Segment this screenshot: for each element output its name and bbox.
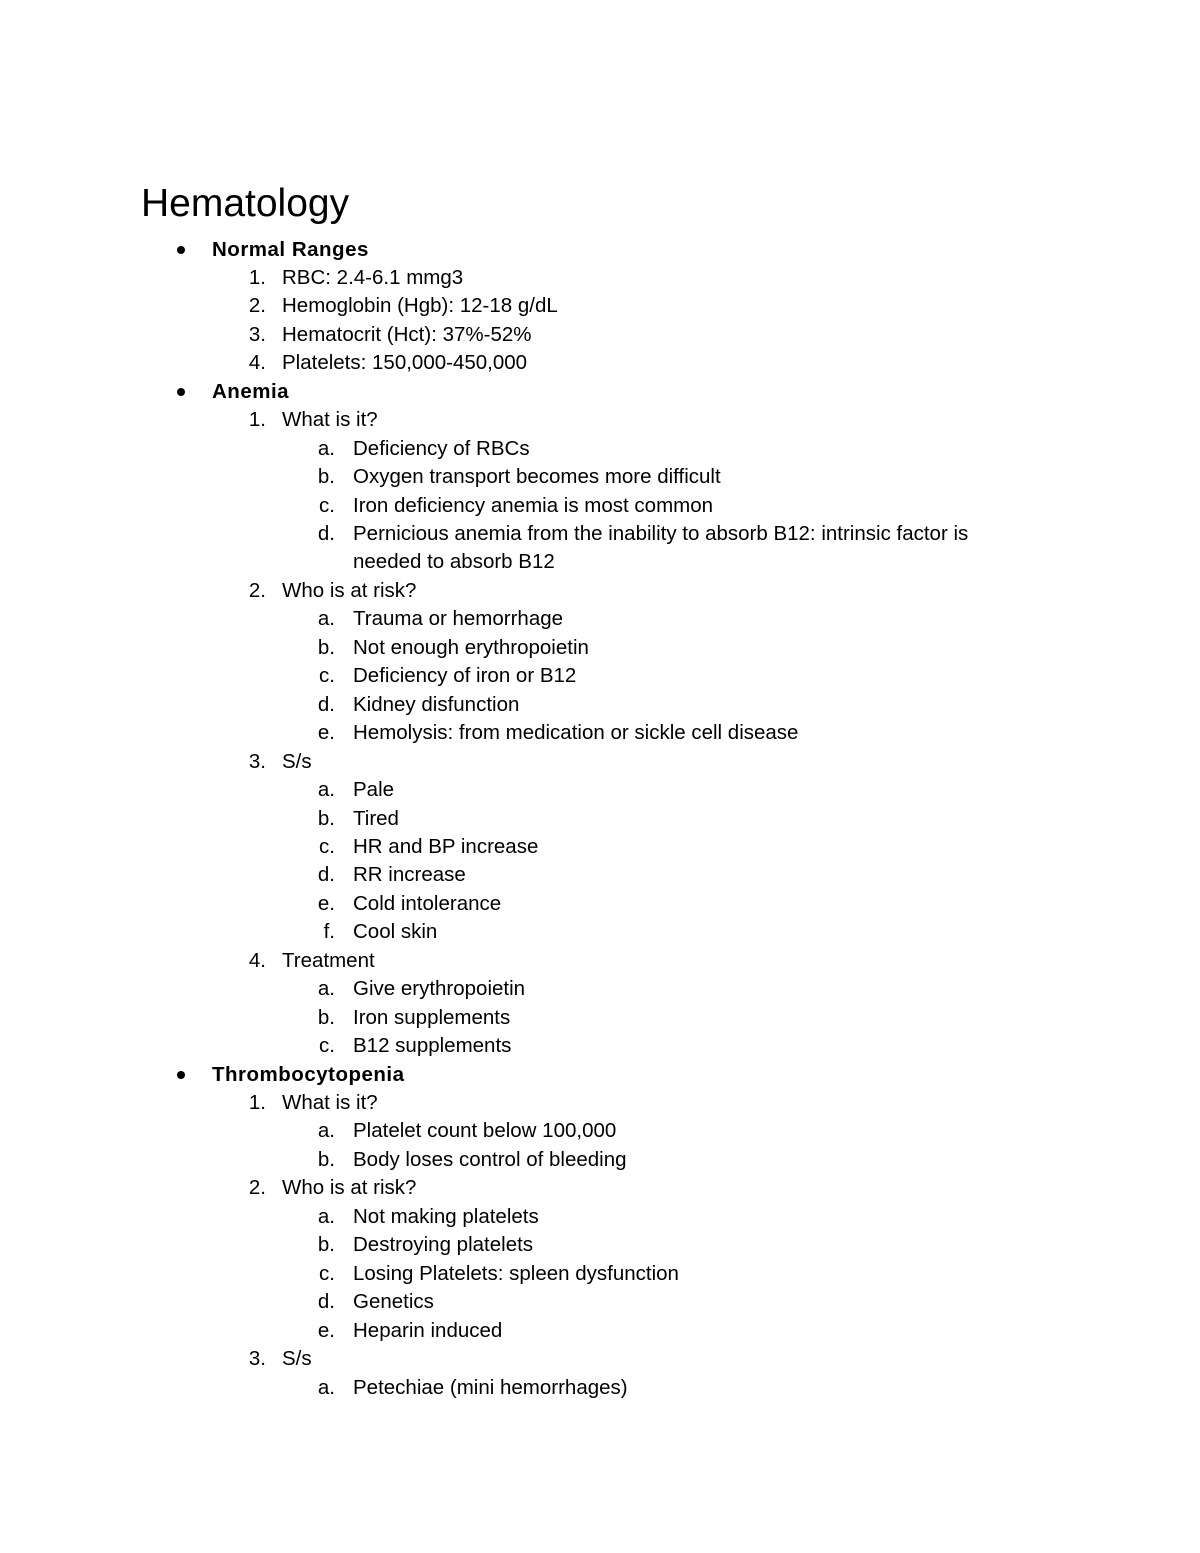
section-heading: Anemia <box>212 379 290 403</box>
sub-list-item: Deficiency of iron or B12 <box>353 664 577 688</box>
bullet-icon <box>177 246 185 254</box>
sub-list-item: Oxygen transport becomes more difficult <box>353 465 721 489</box>
list-letter: c. <box>319 1261 335 1285</box>
bullet-icon <box>177 388 185 396</box>
list-letter: c. <box>319 834 335 858</box>
list-letter: e. <box>317 721 335 745</box>
list-number: 2. <box>248 294 266 318</box>
list-number: 2. <box>248 578 266 602</box>
list-letter: d. <box>317 692 335 716</box>
sub-list-item: Pernicious anemia from the inability to absorb B12: intrinsic factor is <box>353 522 969 545</box>
list-letter: e. <box>317 1318 335 1342</box>
sub-list-item: Heparin induced <box>353 1318 503 1342</box>
list-letter: b. <box>317 1233 335 1257</box>
list-letter: b. <box>317 1147 335 1171</box>
list-letter: d. <box>317 1290 335 1314</box>
sub-list-item: Body loses control of bleeding <box>353 1147 627 1171</box>
list-item: Treatment <box>282 948 375 972</box>
sub-list-item: Destroying platelets <box>353 1233 534 1257</box>
sub-list-item: Losing Platelets: spleen dysfunction <box>353 1261 679 1285</box>
bullet-icon <box>177 1071 185 1079</box>
sub-list-item: HR and BP increase <box>353 834 539 858</box>
list-number: 3. <box>248 322 266 346</box>
section-heading: Thrombocytopenia <box>212 1062 405 1086</box>
sub-list-item: Cool skin <box>353 920 438 944</box>
sub-list-item: Hemolysis: from medication or sickle cell disease <box>353 721 799 745</box>
list-letter: a. <box>317 1375 335 1399</box>
list-letter: d. <box>317 863 335 887</box>
sub-list-item: Iron deficiency anemia is most common <box>353 493 714 517</box>
list-letter: b. <box>317 806 335 830</box>
list-number: 1. <box>248 265 266 289</box>
section-heading: Normal Ranges <box>212 237 369 261</box>
sub-list-item: B12 supplements <box>353 1034 512 1058</box>
list-number: 3. <box>248 1347 266 1371</box>
list-letter: c. <box>319 664 335 688</box>
list-item: Who is at risk? <box>282 578 417 602</box>
list-letter: a. <box>317 436 335 460</box>
sub-list-item: RR increase <box>353 863 466 887</box>
list-item: S/s <box>282 1347 312 1371</box>
list-number: 3. <box>248 749 266 773</box>
list-item: Hemoglobin (Hgb): 12-18 g/dL <box>282 294 558 318</box>
list-letter: e. <box>317 891 335 915</box>
sub-list-item: Kidney disfunction <box>353 692 520 716</box>
sub-list-item: Tired <box>353 806 399 830</box>
list-number: 4. <box>248 351 266 375</box>
sub-list-item: Trauma or hemorrhage <box>353 607 564 631</box>
list-letter: b. <box>317 465 335 489</box>
sub-list-item: Deficiency of RBCs <box>353 436 530 460</box>
list-item: What is it? <box>282 1091 378 1114</box>
list-letter: d. <box>317 522 335 545</box>
sub-list-item: Petechiae (mini hemorrhages) <box>353 1375 628 1399</box>
list-letter: a. <box>317 977 335 1001</box>
sub-list-item: Genetics <box>353 1290 434 1314</box>
list-number: 1. <box>248 1091 266 1114</box>
list-number: 4. <box>248 948 266 972</box>
list-letter: b. <box>317 1005 335 1029</box>
list-item: S/s <box>282 749 312 773</box>
list-letter: b. <box>317 635 335 659</box>
sub-list-item: needed to absorb B12 <box>353 550 555 574</box>
page-title: Hematology <box>141 182 350 225</box>
list-item: RBC: 2.4-6.1 mmg3 <box>282 265 464 289</box>
sub-list-item: Iron supplements <box>353 1005 511 1029</box>
list-item: What is it? <box>282 408 378 432</box>
list-letter: c. <box>319 1034 335 1058</box>
list-letter: a. <box>317 778 335 802</box>
sub-list-item: Pale <box>353 778 395 802</box>
list-letter: c. <box>319 493 335 517</box>
sub-list-item: Platelet count below 100,000 <box>353 1119 617 1143</box>
list-letter: f. <box>323 920 335 944</box>
list-item: Platelets: 150,000-450,000 <box>282 351 528 375</box>
sub-list-item: Not enough erythropoietin <box>353 635 589 659</box>
list-letter: a. <box>317 1204 335 1228</box>
list-number: 1. <box>248 408 266 432</box>
sub-list-item: Cold intolerance <box>353 891 502 915</box>
list-item: Who is at risk? <box>282 1176 417 1200</box>
list-item: Hematocrit (Hct): 37%-52% <box>282 322 532 346</box>
list-letter: a. <box>317 607 335 631</box>
list-number: 2. <box>248 1176 266 1200</box>
sub-list-item: Not making platelets <box>353 1204 539 1228</box>
sub-list-item: Give erythropoietin <box>353 977 526 1001</box>
list-letter: a. <box>317 1119 335 1143</box>
